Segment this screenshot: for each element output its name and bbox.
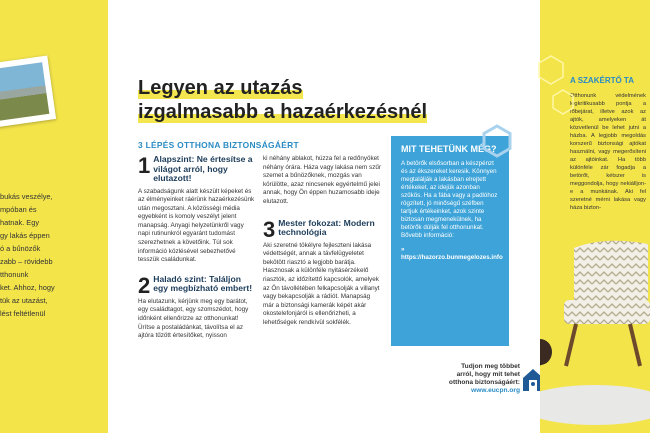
eucpn-url[interactable]: www.eucpn.org [471, 387, 520, 394]
title-line-2: izgalmasabb a hazaérkezésnél [138, 101, 428, 123]
left-line: zabb – rövidebb [0, 257, 53, 266]
step-title: Alapszint: Ne értesítse a világot arról, hogy elutazott! [153, 154, 253, 183]
step-number: 3 [263, 216, 276, 242]
article-page [108, 0, 540, 433]
tips-box-heading: MIT TEHETÜNK MÉG? [401, 144, 497, 154]
left-line: hatnak. Egy [0, 218, 40, 227]
left-line: gy lakás éppen [0, 231, 50, 240]
step-number: 1 [138, 153, 151, 178]
hexagon-pattern-icon [523, 0, 583, 433]
step-body: Ha elutazunk, kérjünk meg egy barátot, egy családtagot, egy szomszédot, hogy időnként ellenőrizze az otthonunkat! Ürítse a postaládánkat, távolítsa el az ajtóra tűzött értesítőket, nyisson [138, 297, 249, 340]
steps-heading: 3 LÉPÉS OTTHONA BIZTONSÁGÁÉRT [138, 140, 299, 150]
expert-tip-text: Otthonunk védelmének legkritikusabb pontja a főbejárat, illetve azok az ajtók, amelyeken át közvetlenül be lehet jutni a házba. A legjobb megoldás korszerű biztonsági ajtókat használni, vagy megerősíteni az ajtóinkat. Ha több különféle zár fogadja a betörőt, kétszer is meggondolja, hogy nekiálljon-e a munkának. Aki fel szeretné mérni lakása vagy háza bizton- [570, 93, 646, 211]
left-line: tük az utazást, [0, 296, 48, 305]
step-title: Mester fokozat: Modern technológia [278, 217, 375, 238]
tips-box-link[interactable]: » https://hazorzo.bunmegelozes.info [401, 246, 503, 261]
left-line: tthonunk [0, 270, 29, 279]
step-body: Aki szeretné tökélyre fejleszteni lakása védettségét, annak a távfelügyeletet bekötött riasztó a legjobb barátja. Hasznosak a különféle nyitásérzékelő riasztók, az időzítettő kapcsolók, amelyek az Ön távollétében felkapcsolják a villanyt vagy bekapcsolják a rádiót. Manapság már a biztonsági kamerák képét akár okostelefonjáról is ellenőrizheti, a lehetőségek rendkívül sokfélék. [263, 241, 380, 326]
landscape-image [0, 62, 49, 122]
page-title [138, 76, 427, 124]
step-number: 2 [138, 272, 151, 298]
left-page-text [0, 190, 108, 320]
hexagon-outline-icon [480, 124, 514, 158]
left-line: mpóban és [0, 205, 37, 214]
continued-text: ki néhány ablakot, húzza fel a redőnyöket néhány órára. Háza vagy lakása nem szűr szemet a bűnözőknek, mozgás van körülötte, azaz nincsenek egyértelmű jelei annak, hogy Ön éppen huzamosabb ideje elutazott. [263, 155, 381, 205]
step-2 [138, 272, 256, 341]
column-1 [138, 155, 256, 345]
framed-photo [0, 55, 56, 128]
tips-box-body: A betörők elsősorban a készpénzt és az ékszereket keresik. Könnyen megtalálják a lakásban elrejtett értékeket, az idejük azonban szűkös. Ha a fába vagy a padlóhoz rögzített, jó minőségű széfben tartjuk értékeinket, azok szinte biztosan megmenekülnek, ha betörők dúlják fel otthonunkat. Bővebb információ: [401, 160, 498, 239]
step-title: Haladó szint: Találjon egy megbízható embert! [153, 273, 253, 294]
left-line: lést feltétlenül [0, 309, 46, 318]
eucpn-line: arról, hogy mit tehet [456, 371, 520, 378]
step-body: A szabadságunk alatt készült képeket és az élményeinket ráérünk hazaérkezésünk után megosztani. A közösségi média egyebként is komoly veszélyt jelent manapság. Anyagi helyzetünkről vagy napi rutinunkról egyaránt tudomást szerezhetnek a követőink. Túl sok információ közlésével sebezhetővé tesszük családunkat. [138, 187, 255, 264]
column-2 [263, 155, 381, 332]
title-line-1: Legyen az utazás [138, 77, 303, 99]
tips-box [391, 136, 509, 346]
left-line: ó a bűnözők [0, 244, 41, 253]
eucpn-line: Tudjon meg többet [461, 363, 520, 370]
left-line: ket. Ahhoz, hogy [0, 283, 55, 292]
eucpn-line: otthona biztonságáért: [448, 379, 520, 386]
step-1 [138, 155, 256, 265]
left-page-panel [0, 0, 110, 433]
left-line: bukás veszélye, [0, 192, 53, 201]
step-3 [263, 216, 381, 328]
eucpn-note [408, 363, 520, 395]
expert-tip-title: A SZAKÉRTŐ TA [570, 76, 634, 85]
